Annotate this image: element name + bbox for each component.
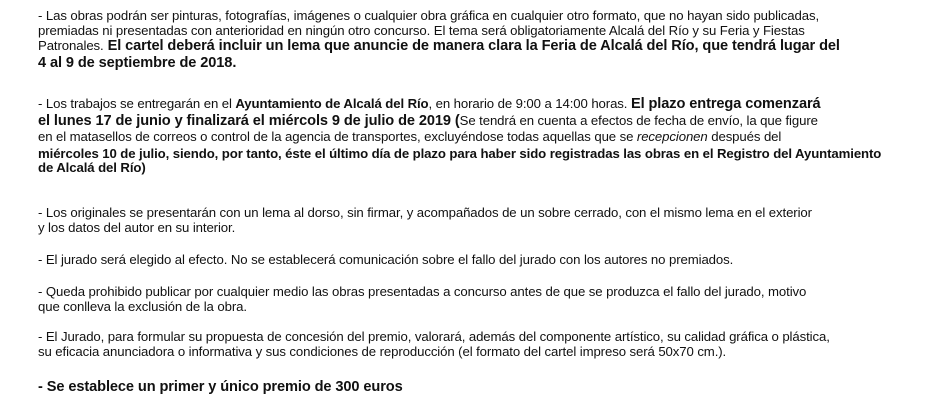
text: - Los trabajos se entregarán en el bbox=[38, 96, 236, 111]
paragraph-prohibido bbox=[38, 285, 908, 314]
text: - El Jurado, para formular su propuesta de concesión del premio, valorará, además del componente artístico, su calidad gráfica o plástica, bbox=[38, 329, 830, 344]
bold-text: El cartel deberá incluir un lema que anuncie de manera clara la Feria de Alcalá del Río, que tendrá lugar del bbox=[103, 38, 840, 54]
paragraph-originales bbox=[38, 206, 908, 235]
text: después del bbox=[707, 129, 782, 144]
text-line bbox=[38, 96, 908, 113]
text: - El jurado será elegido al efecto. No se establecerá comunicación sobre el fallo del jurado con los autores no premiados. bbox=[38, 252, 734, 267]
text-line bbox=[38, 206, 908, 221]
text: Se tendrá en cuenta a efectos de fecha de envío, la que figure bbox=[459, 113, 818, 128]
paragraph-valoracion bbox=[38, 330, 908, 359]
text-line bbox=[38, 300, 908, 315]
text: que conlleva la exclusión de la obra. bbox=[38, 298, 247, 314]
italic-text: recepcionen bbox=[636, 129, 708, 144]
text: su eficacia anunciadora o informativa y sus condiciones de reproducción (el formato del cartel impreso será 50x70 cm.). bbox=[38, 343, 727, 359]
text-line bbox=[38, 379, 908, 396]
text: premiadas ni presentadas con anterioridad en ningún otro concurso. El tema será obligatoriamente Alcalá del Río y su Feria y Fiestas bbox=[38, 22, 805, 38]
text-line bbox=[38, 161, 908, 176]
text: y los datos del autor en su interior. bbox=[38, 219, 236, 235]
paragraph-jurado bbox=[38, 253, 908, 268]
text: Patronales. bbox=[38, 38, 104, 53]
text: - Los originales se presentarán con un lema al dorso, sin firmar, y acompañados de un sobre cerrado, con el mismo lema en el exterior bbox=[38, 205, 812, 220]
bold-text: 4 al 9 de septiembre de 2018. bbox=[38, 55, 237, 71]
text: - Queda prohibido publicar por cualquier medio las obras presentadas a concurso antes de que se produzca el fallo del jurado, motivo bbox=[38, 284, 807, 299]
text-line bbox=[38, 38, 908, 55]
text: en el matasellos de correos o control de la agencia de transportes, excluyéndose todas aquellas que se bbox=[38, 129, 637, 144]
bold-text: Ayuntamiento de Alcalá del Río bbox=[235, 96, 429, 111]
paragraph-entrega bbox=[38, 96, 908, 176]
text: - Las obras podrán ser pinturas, fotografías, imágenes o cualquier obra gráfica en cualquier otro formato, que no hayan sido publicadas, bbox=[38, 8, 820, 23]
bold-text: - Se establece un primer y único premio de 300 euros bbox=[38, 379, 403, 395]
text-line bbox=[38, 24, 908, 39]
text: , en horario de 9:00 a 14:00 horas. bbox=[428, 96, 631, 111]
bold-text: el lunes 17 de junio y finalizará el miércols 9 de julio de 2019 bbox=[38, 113, 451, 129]
bold-text: miércoles 10 de julio, siendo, por tanto, éste el último día de plazo para haber sido registradas las obras en el Registro del Ayuntamiento bbox=[38, 145, 882, 161]
text-line bbox=[38, 345, 908, 360]
text-line bbox=[38, 113, 908, 130]
bold-text: ( bbox=[450, 113, 460, 129]
text-line bbox=[38, 253, 908, 268]
text-line bbox=[38, 330, 908, 345]
text-line bbox=[38, 9, 908, 24]
text-line bbox=[38, 285, 908, 300]
bold-text: de Alcalá del Río) bbox=[38, 160, 146, 175]
text-line bbox=[38, 130, 908, 145]
paragraph-premio bbox=[38, 379, 908, 396]
text-line bbox=[38, 55, 908, 72]
text-line bbox=[38, 147, 908, 162]
text-line bbox=[38, 221, 908, 236]
paragraph-obras bbox=[38, 9, 908, 72]
bold-text: El plazo entrega comenzará bbox=[630, 96, 821, 112]
